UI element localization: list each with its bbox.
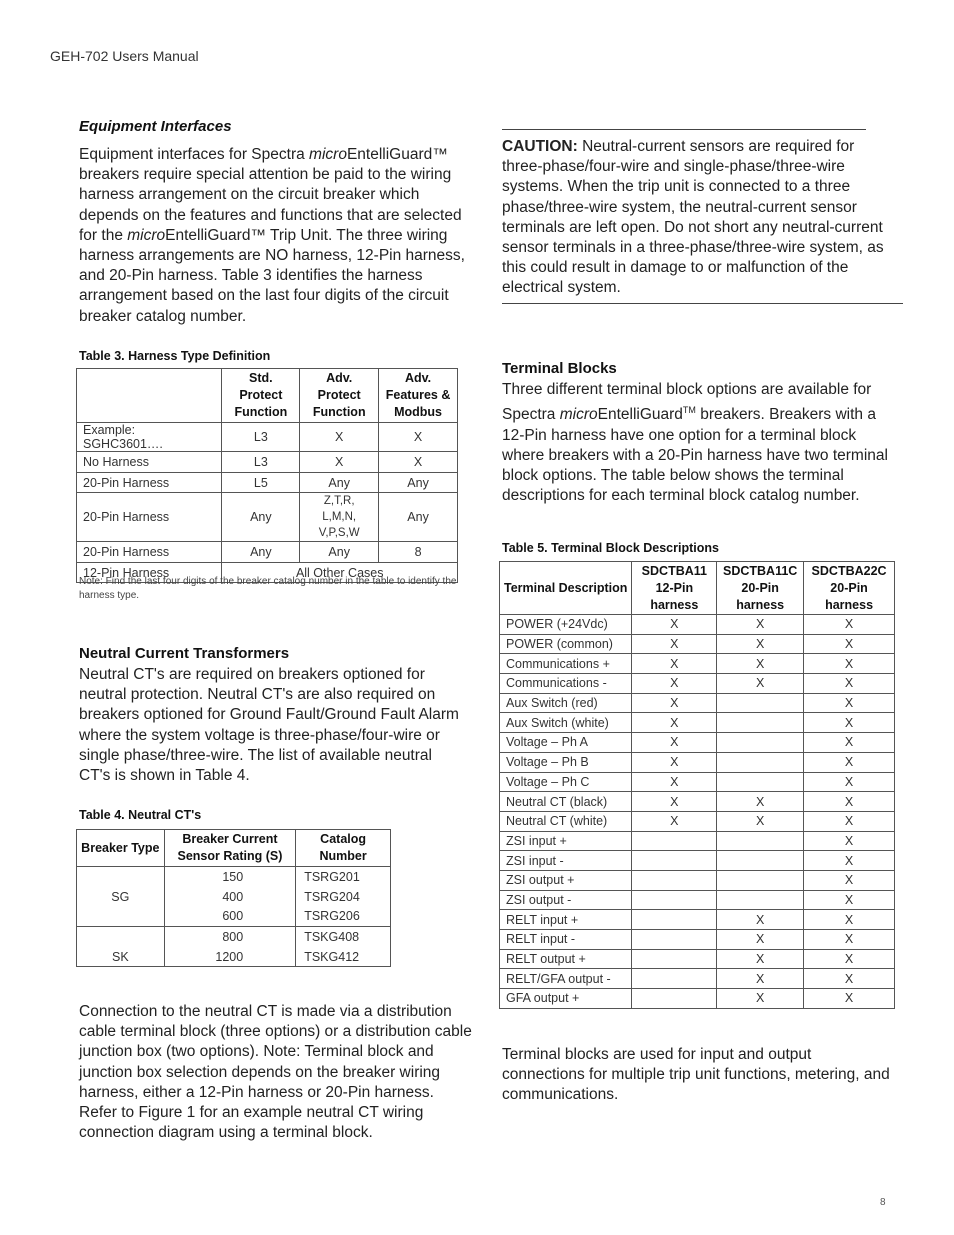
table5-cell: X [717, 930, 804, 950]
neutral-ct-table [76, 829, 391, 967]
table3-cell: L3 [222, 452, 300, 473]
connection-paragraph: Connection to the neutral CT is made via a distribution cable terminal block (three options) or a distribution cable junction box (two options). Note: Terminal block and junction box selection depends on the breaker wiring harness, either a 12-Pin harness or 20-Pin harness. Refer to Figure 1 for an example neutral CT wiring connection diagram using a terminal block. [79, 1003, 472, 1142]
table-row [77, 423, 458, 452]
sensor-rating-cell: 400 [164, 887, 296, 907]
equipment-interfaces-heading: Equipment Interfaces [79, 118, 232, 135]
catalog-number-cell: TSRG201 [296, 867, 391, 887]
table5-cell: RELT/GFA output - [500, 969, 632, 989]
table5-cell: X [804, 930, 895, 950]
table5-cell [717, 693, 804, 713]
table5-cell: X [804, 969, 895, 989]
table-row [77, 542, 458, 563]
table3-cell: Any [300, 473, 379, 493]
table-row [500, 890, 895, 910]
table5-cell: X [632, 693, 717, 713]
table5-cell: X [804, 615, 895, 635]
sensor-rating-cell: 800 [164, 927, 296, 947]
caution-label: CAUTION: [502, 138, 578, 155]
table3-header-cell: Std. Protect Function [222, 369, 300, 423]
table5-cell: X [632, 654, 717, 674]
catalog-number-cell: TSKG408 [296, 927, 391, 947]
breaker-type-cell: SG [111, 889, 130, 904]
table5-cell [632, 890, 717, 910]
table5-cell: X [632, 674, 717, 694]
table5-cell: Voltage – Ph B [500, 752, 632, 772]
table-row [500, 674, 895, 694]
table3-cell: Any [222, 493, 300, 542]
table3-cell: 8 [379, 542, 458, 563]
table3-cell: 12-Pin Harness [77, 563, 222, 583]
text-segment: EntelliGuard™ Trip Unit. The three wiring harness arrangements are NO harness, 12-Pin harness, and 20-Pin harness. Table 3 identifies the harness arrangement based on the last four digits of the circuit breaker catalog number. [79, 226, 465, 325]
sensor-rating-cell: 600 [164, 906, 296, 926]
table5-cell: X [804, 792, 895, 812]
table5-cell: X [804, 890, 895, 910]
table5-cell: X [804, 831, 895, 851]
text-segment: micro [309, 146, 347, 163]
table5-cell: X [804, 713, 895, 733]
table5-header-cell: SDCTBA11 12-Pin harness [632, 562, 717, 615]
table5-cell [632, 949, 717, 969]
table-row [500, 792, 895, 812]
catalog-number-cell: TSRG206 [296, 906, 391, 926]
table5-cell: X [804, 693, 895, 713]
table5-cell [632, 930, 717, 950]
table5-cell: X [632, 615, 717, 635]
table5-cell: X [804, 634, 895, 654]
breaker-type-cell: SK [111, 949, 129, 964]
text-segment: Equipment interfaces for Spectra [79, 146, 310, 163]
text-segment: TM [682, 405, 696, 416]
table3-header-row [77, 369, 458, 423]
table3-header-cell: Adv. Features & Modbus [379, 369, 458, 423]
table5-cell: Communications + [500, 654, 632, 674]
table3-header-cell: Adv. Protect Function [300, 369, 379, 423]
table5-cell: GFA output + [500, 989, 632, 1009]
table-row [77, 452, 458, 473]
table5-cell: RELT output + [500, 949, 632, 969]
table5-caption: Table 5. Terminal Block Descriptions [502, 541, 719, 555]
sensor-rating-cell: 150 [164, 867, 296, 887]
table4-header-row [77, 830, 391, 867]
terminal-block-table [499, 561, 895, 1009]
table-row [500, 930, 895, 950]
table-row [77, 927, 391, 947]
table5-cell: X [804, 989, 895, 1009]
table3-cell: All Other Cases [222, 563, 458, 583]
table-row [500, 989, 895, 1009]
table-row [500, 615, 895, 635]
table5-cell [717, 870, 804, 890]
table-row [500, 910, 895, 930]
table3-cell: 20-Pin Harness [77, 473, 222, 493]
table-row [500, 949, 895, 969]
table5-cell: X [632, 634, 717, 654]
table5-cell: Voltage – Ph C [500, 772, 632, 792]
table-row [500, 654, 895, 674]
table5-cell: X [717, 615, 804, 635]
table-row [500, 811, 895, 831]
table3-cell: Any [379, 473, 458, 493]
table5-cell: Communications - [500, 674, 632, 694]
table3-cell: Any [222, 542, 300, 563]
table5-header-cell: Terminal Description [500, 562, 632, 615]
table4-caption: Table 4. Neutral CT's [79, 808, 202, 822]
table5-cell: ZSI input + [500, 831, 632, 851]
equipment-interfaces-paragraph [79, 145, 479, 327]
table5-cell: X [717, 634, 804, 654]
neutral-ct-paragraph: Neutral CT's are required on breakers optioned for neutral protection. Neutral CT's are also required on breakers optioned for Ground Fault/Ground Fault Alarm where the system voltage is three-phase/four-wire or single phase/three-wire. The list of available neutral CT's is shown in Table 4. [79, 666, 459, 785]
table5-cell: X [632, 733, 717, 753]
table5-cell: X [717, 792, 804, 812]
table5-cell: ZSI output - [500, 890, 632, 910]
table5-cell: X [717, 654, 804, 674]
breaker-type-cell [77, 867, 165, 887]
table5-cell: Voltage – Ph A [500, 733, 632, 753]
caution-bottom-rule [502, 303, 903, 304]
table3-cell: X [300, 423, 379, 452]
table5-cell: X [804, 870, 895, 890]
catalog-number-cell: TSKG412 [296, 947, 391, 967]
table-row [500, 634, 895, 654]
terminal-blocks-paragraph [502, 380, 897, 506]
table-row [77, 906, 391, 926]
table3-cell: X [300, 452, 379, 473]
page-header: GEH-702 Users Manual [50, 48, 199, 64]
text-segment: EntelliGuard [597, 406, 683, 424]
table-row [500, 713, 895, 733]
table5-header-row [500, 562, 895, 615]
table-row [77, 867, 391, 887]
table5-cell: X [804, 811, 895, 831]
caution-box [502, 137, 892, 299]
table5-cell: X [717, 989, 804, 1009]
page-number: 8 [880, 1197, 886, 1208]
table5-cell [717, 851, 804, 871]
breaker-type-cell [77, 906, 165, 926]
table3-cell: X [379, 452, 458, 473]
table-row [500, 693, 895, 713]
table5-cell [717, 831, 804, 851]
harness-type-table [76, 368, 458, 583]
table5-cell [632, 969, 717, 989]
table3-cell: Z,T,R, L,M,N, V,P,S,W [300, 493, 379, 542]
table5-cell: X [632, 792, 717, 812]
table5-cell: X [632, 713, 717, 733]
table5-cell: X [804, 752, 895, 772]
table5-cell [717, 713, 804, 733]
table5-cell: RELT input + [500, 910, 632, 930]
table-row [500, 851, 895, 871]
catalog-number-cell: TSRG204 [296, 887, 391, 907]
sensor-rating-cell: 1200 [164, 947, 296, 967]
table-row [77, 493, 458, 542]
table5-cell [717, 772, 804, 792]
table-row [500, 969, 895, 989]
table-row [77, 473, 458, 493]
table4-header-cell: Catalog Number [296, 830, 391, 867]
table5-cell: Neutral CT (white) [500, 811, 632, 831]
table4-header-cell: Breaker Type [77, 830, 165, 867]
table3-cell: X [379, 423, 458, 452]
table5-cell: X [717, 910, 804, 930]
table5-cell: X [717, 949, 804, 969]
table3-cell: No Harness [77, 452, 222, 473]
table-row [500, 733, 895, 753]
table5-cell: X [804, 772, 895, 792]
table3-cell: L5 [222, 473, 300, 493]
table5-cell [632, 831, 717, 851]
table5-cell: X [632, 772, 717, 792]
text-segment: Three different terminal block options are available for Spectra [502, 381, 872, 424]
table5-cell [632, 910, 717, 930]
table5-cell: X [717, 969, 804, 989]
table-row [77, 947, 391, 967]
table4-header-cell: Breaker Current Sensor Rating (S) [164, 830, 296, 867]
table5-header-cell: SDCTBA22C 20-Pin harness [804, 562, 895, 615]
text-segment: EntelliGuard™ breakers require special attention be paid to the wiring harness arrangement on the circuit breaker which depends on the features and functions that are selected for the [79, 146, 462, 244]
table5-cell [632, 989, 717, 1009]
table5-cell: X [717, 811, 804, 831]
table5-cell: X [804, 910, 895, 930]
table5-cell: ZSI output + [500, 870, 632, 890]
table3-cell: Example: SGHC3601…. [77, 423, 222, 452]
table5-cell: RELT input - [500, 930, 632, 950]
table5-cell: Aux Switch (red) [500, 693, 632, 713]
table3-caption: Table 3. Harness Type Definition [79, 349, 271, 363]
table5-cell: X [804, 674, 895, 694]
caution-top-rule [502, 129, 866, 130]
table3-cell: Any [300, 542, 379, 563]
terminal-blocks-closing: Terminal blocks are used for input and output connections for multiple trip unit functions, metering, and communications. [502, 1046, 890, 1104]
table5-cell [632, 870, 717, 890]
table5-cell: X [632, 811, 717, 831]
table5-cell: Aux Switch (white) [500, 713, 632, 733]
breaker-type-cell [77, 927, 165, 947]
text-segment: micro [559, 406, 598, 424]
table-row [500, 772, 895, 792]
table5-cell: ZSI input - [500, 851, 632, 871]
text-segment: micro [127, 226, 166, 244]
table5-cell: X [804, 949, 895, 969]
table5-cell [717, 733, 804, 753]
table5-cell [632, 851, 717, 871]
text-segment: breakers. Breakers with a 12-Pin harness have one option for a terminal block where breakers with a 20-Pin harness have two terminal block options. The table below shows the terminal descriptions for each terminal block catalog number. [502, 406, 888, 505]
table5-cell: POWER (+24Vdc) [500, 615, 632, 635]
table-row [77, 887, 391, 907]
table5-cell: Neutral CT (black) [500, 792, 632, 812]
table3-cell: 20-Pin Harness [77, 542, 222, 563]
table-row [500, 870, 895, 890]
table-row [500, 752, 895, 772]
caution-text: Neutral-current sensors are required for three-phase/four-wire and single-phase/three-wire systems. When the trip unit is connected to a three phase/three-wire system, the neutral-current sensor terminals are left open. Do not short any neutral-current sensor terminals in a three-phase/three-wire system, as this could result in damage to or malfunction of the electrical system. [502, 138, 884, 297]
table5-cell: X [804, 733, 895, 753]
table5-cell [717, 752, 804, 772]
table3-note: Note: Find the last four digits of the breaker catalog number in the table to identify the harness type. [79, 576, 457, 601]
table3-cell: 20-Pin Harness [77, 493, 222, 542]
table5-cell: POWER (common) [500, 634, 632, 654]
table5-cell: X [632, 752, 717, 772]
table5-cell: X [717, 674, 804, 694]
table5-cell [717, 890, 804, 910]
table-row [500, 831, 895, 851]
table5-cell: X [804, 851, 895, 871]
table3-cell: L3 [222, 423, 300, 452]
terminal-blocks-heading: Terminal Blocks [502, 360, 617, 377]
neutral-ct-heading: Neutral Current Transformers [79, 645, 290, 662]
table3-cell: Any [379, 493, 458, 542]
table5-header-cell: SDCTBA11C 20-Pin harness [717, 562, 804, 615]
table5-cell: X [804, 654, 895, 674]
table3-header-cell [77, 369, 222, 423]
